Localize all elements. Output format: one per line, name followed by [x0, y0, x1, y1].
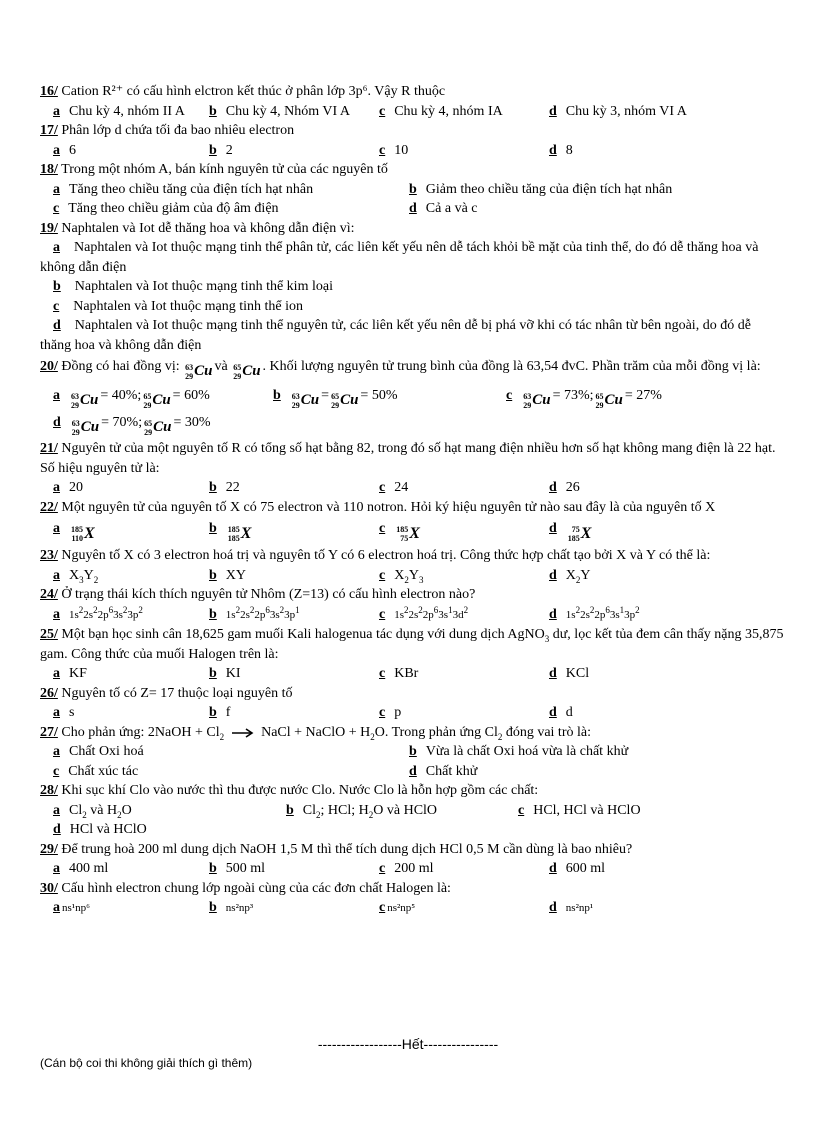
option-d[interactable]: d HCl và HClO [53, 822, 147, 838]
option-d[interactable]: d KCl [549, 666, 590, 682]
option-b[interactable]: b 2 [209, 142, 233, 158]
option-d[interactable]: d Cả a và c [409, 201, 478, 216]
option-c[interactable]: c 10 [379, 142, 409, 158]
option-c[interactable]: c KBr [379, 666, 419, 682]
option-b[interactable]: b $1s^22s^22p^63s^23p^1$ [209, 604, 300, 622]
option-d[interactable]: d ns²np¹ [549, 900, 594, 916]
option-d[interactable]: d Naphtalen và Iot thuộc mạng tinh thể nguyên tử, các liên kết yếu nên dễ bị phá vỡ khi có tác nhân từ bên ngoài, do đó dễ thăng hoa và không dẫn điện [40, 318, 751, 353]
option-c[interactable]: c Tăng theo chiều giảm của độ âm điện [53, 201, 279, 216]
option-a[interactable]: a $X_3Y_2$ [53, 567, 99, 585]
question-stem: Để trung hoà 200 ml dung dịch NaOH 1,5 M thì thể tích dung dịch HCl 0,5 M cần dùng là bao nhiêu? [61, 841, 633, 857]
question-number: 29/ [40, 841, 58, 857]
option-c[interactable]: c Chu kỳ 4, nhóm IA [379, 103, 503, 119]
option-b[interactable]: b 22 [209, 480, 240, 496]
answer-row [40, 478, 785, 498]
question-18 [40, 160, 785, 180]
end-marker: ------------------Hết---------------- [317, 1036, 499, 1052]
question-29 [40, 840, 785, 860]
isotope-cu65: 65 29 Cu [233, 363, 261, 381]
option-d[interactable]: d 8 [549, 142, 573, 158]
answer-row [40, 566, 785, 586]
answer-row [40, 386, 785, 411]
option-a[interactable]: a KF [53, 666, 87, 682]
question-number: 21/ [40, 441, 58, 457]
option-a[interactable]: a 20 [53, 480, 83, 496]
option-c[interactable]: c $X_2Y_3$ [379, 567, 424, 585]
footer-note: (Cán bộ coi thi không giải thích gì thêm) [40, 1056, 253, 1070]
option-d[interactable]: d 75 185 X [549, 521, 592, 544]
question-number: 23/ [40, 548, 58, 564]
option-c[interactable]: c Naphtalen và Iot thuộc mạng tinh thể ion [53, 298, 303, 314]
question-19 [40, 219, 785, 239]
answer-row [40, 898, 785, 919]
option-a[interactable]: a 185 110 X [53, 521, 95, 544]
answer-row [40, 703, 785, 723]
question-number: 25/ [40, 627, 58, 643]
question-stem: Nguyên tử của một nguyên tố R có tổng số hạt bằng 82, trong đó số hạt mang điện nhiều hơn số hạt không mang điện là 22 hạt. Số hiệu nguyên tử là: [40, 441, 776, 476]
answer-row [40, 517, 785, 546]
question-number: 19/ [40, 220, 58, 236]
answer-row [40, 820, 785, 840]
answer-row [40, 664, 785, 684]
option-b[interactable]: b KI [209, 666, 241, 682]
option-d[interactable]: d 63 29 Cu = 70%; 65 29 Cu = 30% [53, 414, 211, 437]
answer-row [40, 141, 785, 161]
question-23 [40, 546, 785, 566]
option-b[interactable]: b f [209, 705, 231, 721]
option-b[interactable]: b Vừa là chất Oxi hoá vừa là chất khử [409, 744, 629, 760]
question-22 [40, 498, 785, 518]
question-21 [40, 439, 785, 478]
question-17 [40, 121, 785, 141]
option-b[interactable]: b 500 ml [209, 861, 266, 877]
option-a[interactable]: a 6 [53, 142, 76, 158]
option-a[interactable]: a ns¹np⁶ [53, 900, 90, 916]
question-stem: Nguyên tố có Z= 17 thuộc loại nguyên tố [61, 685, 293, 701]
question-28 [40, 781, 785, 801]
option-a[interactable]: a $1s^22s^22p^63s^23p^2$ [53, 604, 143, 622]
option-c[interactable]: c p [379, 705, 402, 721]
isotope-cu63: 63 29 Cu [185, 363, 213, 381]
question-stem: Khi sục khí Clo vào nước thì thu được nước Clo. Nước Clo là hỗn hợp gồm các chất: [61, 783, 539, 799]
option-a[interactable]: a 400 ml [53, 861, 109, 877]
option-c[interactable]: c 185 75 X [379, 521, 420, 544]
question-stem: Trong một nhóm A, bán kính nguyên tử của các nguyên tố [61, 162, 388, 177]
option-b[interactable]: b ns²np³ [209, 900, 254, 916]
question-27: 27/ Cho phản ứng: 2NaOH + $Cl_2$ NaCl + NaClO + $H_2O$. Trong phản ứng $Cl_2$ đóng vai trò là: [40, 724, 591, 742]
question-16 [40, 82, 785, 102]
option-b[interactable]: b Naphtalen và Iot thuộc mạng tinh thể kim loại [53, 279, 333, 294]
option-b[interactable]: b 63 29 Cu = 65 29 Cu = 50% [273, 387, 398, 410]
answer-row [40, 762, 785, 782]
option-b[interactable]: b XY [209, 567, 247, 583]
option-b[interactable]: b Chu kỳ 4, Nhóm VI A [209, 103, 350, 119]
option-b[interactable]: b 185 185 X [209, 521, 252, 544]
option-d[interactable]: d Chất khử [409, 763, 478, 779]
option-a[interactable]: a Chất Oxi hoá [53, 744, 144, 760]
question-number: 18/ [40, 162, 58, 177]
question-number: 20/ [40, 359, 58, 374]
option-a[interactable]: a 63 29 Cu = 40%; 65 29 Cu = 60% [53, 387, 210, 410]
option-c[interactable]: c 63 29 Cu = 73%; 65 29 Cu = 27% [506, 387, 662, 410]
question-stem: Ở trạng thái kích thích nguyên tử Nhôm (Z=13) có cấu hình electron nào? [61, 587, 476, 603]
question-30 [40, 879, 785, 899]
question-number: 17/ [40, 123, 58, 138]
option-c[interactable]: c Chất xúc tác [53, 763, 139, 779]
option-c[interactable]: c 200 ml [379, 861, 434, 877]
answer-row [40, 199, 785, 219]
question-stem: Cấu hình electron chung lớp ngoài cùng của các đơn chất Halogen là: [61, 880, 451, 896]
question-20: 20/ Đồng có hai đồng vị: 63 29 Cu và 65 29 Cu . Khối lượng nguyên tử trung bình của đồng là 63,54 đvC. Phần trăm của mỗi đồng vị là: [40, 359, 761, 381]
option-c[interactable]: c $1s^22s^22p^63s^13d^2$ [379, 604, 469, 622]
answer-row [40, 605, 785, 626]
option-c[interactable]: c HCl, HCl và HClO [518, 802, 641, 818]
question-stem: Một nguyên tử của nguyên tố X có 75 electron và 110 notron. Hỏi ký hiệu nguyên tử nào sau đây là của nguyên tố X [61, 499, 716, 515]
question-number: 27/ [40, 724, 58, 740]
option-a[interactable]: a Naphtalen và Iot thuộc mạng tinh thể phân tử, các liên kết yếu nên dễ tách khỏi bề mặt của tinh thể, do đó dễ thăng hoa và không dẫn điện [40, 240, 759, 275]
option-a[interactable]: a Chu kỳ 4, nhóm II A [53, 103, 185, 119]
option-d[interactable]: d $X_2Y$ [549, 567, 591, 585]
question-26 [40, 684, 785, 704]
answer-row [40, 859, 785, 879]
question-number: 30/ [40, 880, 58, 896]
option-a[interactable]: a Tăng theo chiều tăng của điện tích hạt nhân [53, 181, 314, 197]
question-number: 28/ [40, 783, 58, 799]
answer-row [40, 413, 785, 438]
question-24 [40, 585, 785, 605]
reaction-arrow-icon [232, 728, 254, 738]
question-stem: Naphtalen và Iot dễ thăng hoa và không dẫn điện vì: [61, 220, 355, 236]
question-number: 24/ [40, 587, 58, 603]
option-c[interactable]: c ns²np⁵ [379, 900, 416, 916]
answer-row [40, 801, 785, 821]
option-b[interactable]: b $Cl_2$; HCl; $H_2O$ và HClO [286, 802, 438, 820]
answer-row [40, 102, 785, 122]
question-stem: Cation R²⁺ có cấu hình elctron kết thúc ở phân lớp 3p⁶. Vậy R thuộc [61, 84, 446, 99]
question-stem: Nguyên tố X có 3 electron hoá trị và nguyên tố Y có 6 electron hoá trị. Công thức hợp chất tạo bởi X và Y có thể là: [61, 548, 711, 564]
question-number: 26/ [40, 685, 58, 701]
option-c[interactable]: c 24 [379, 480, 409, 496]
question-stem: Phân lớp d chứa tối đa bao nhiêu electron [61, 123, 295, 138]
option-b[interactable]: b Giảm theo chiều tăng của điện tích hạt nhân [409, 181, 673, 197]
option-d[interactable]: d Chu kỳ 3, nhóm VI A [549, 103, 687, 119]
option-d[interactable]: d $1s^22s^22p^63s^13p^2$ [549, 604, 640, 622]
option-d[interactable]: d 26 [549, 480, 580, 496]
option-d[interactable]: d 600 ml [549, 861, 606, 877]
exam-page [40, 82, 785, 919]
question-25: 25/ Một bạn học sinh cân 18,625 gam muối Kali halogenua tác dụng với dung dịch AgNO$_3$ dư, lọc kết tủa đem cân thấy nặng 35,875 gam. Công thức của muối Halogen trên là: [40, 627, 784, 662]
option-d[interactable]: d d [549, 705, 573, 721]
answer-row [40, 742, 785, 762]
question-number: 22/ [40, 499, 58, 515]
option-a[interactable]: a $Cl_2$ và $H_2O$ [53, 802, 132, 820]
answer-row [40, 180, 785, 200]
question-number: 16/ [40, 84, 58, 99]
option-a[interactable]: a s [53, 705, 75, 721]
